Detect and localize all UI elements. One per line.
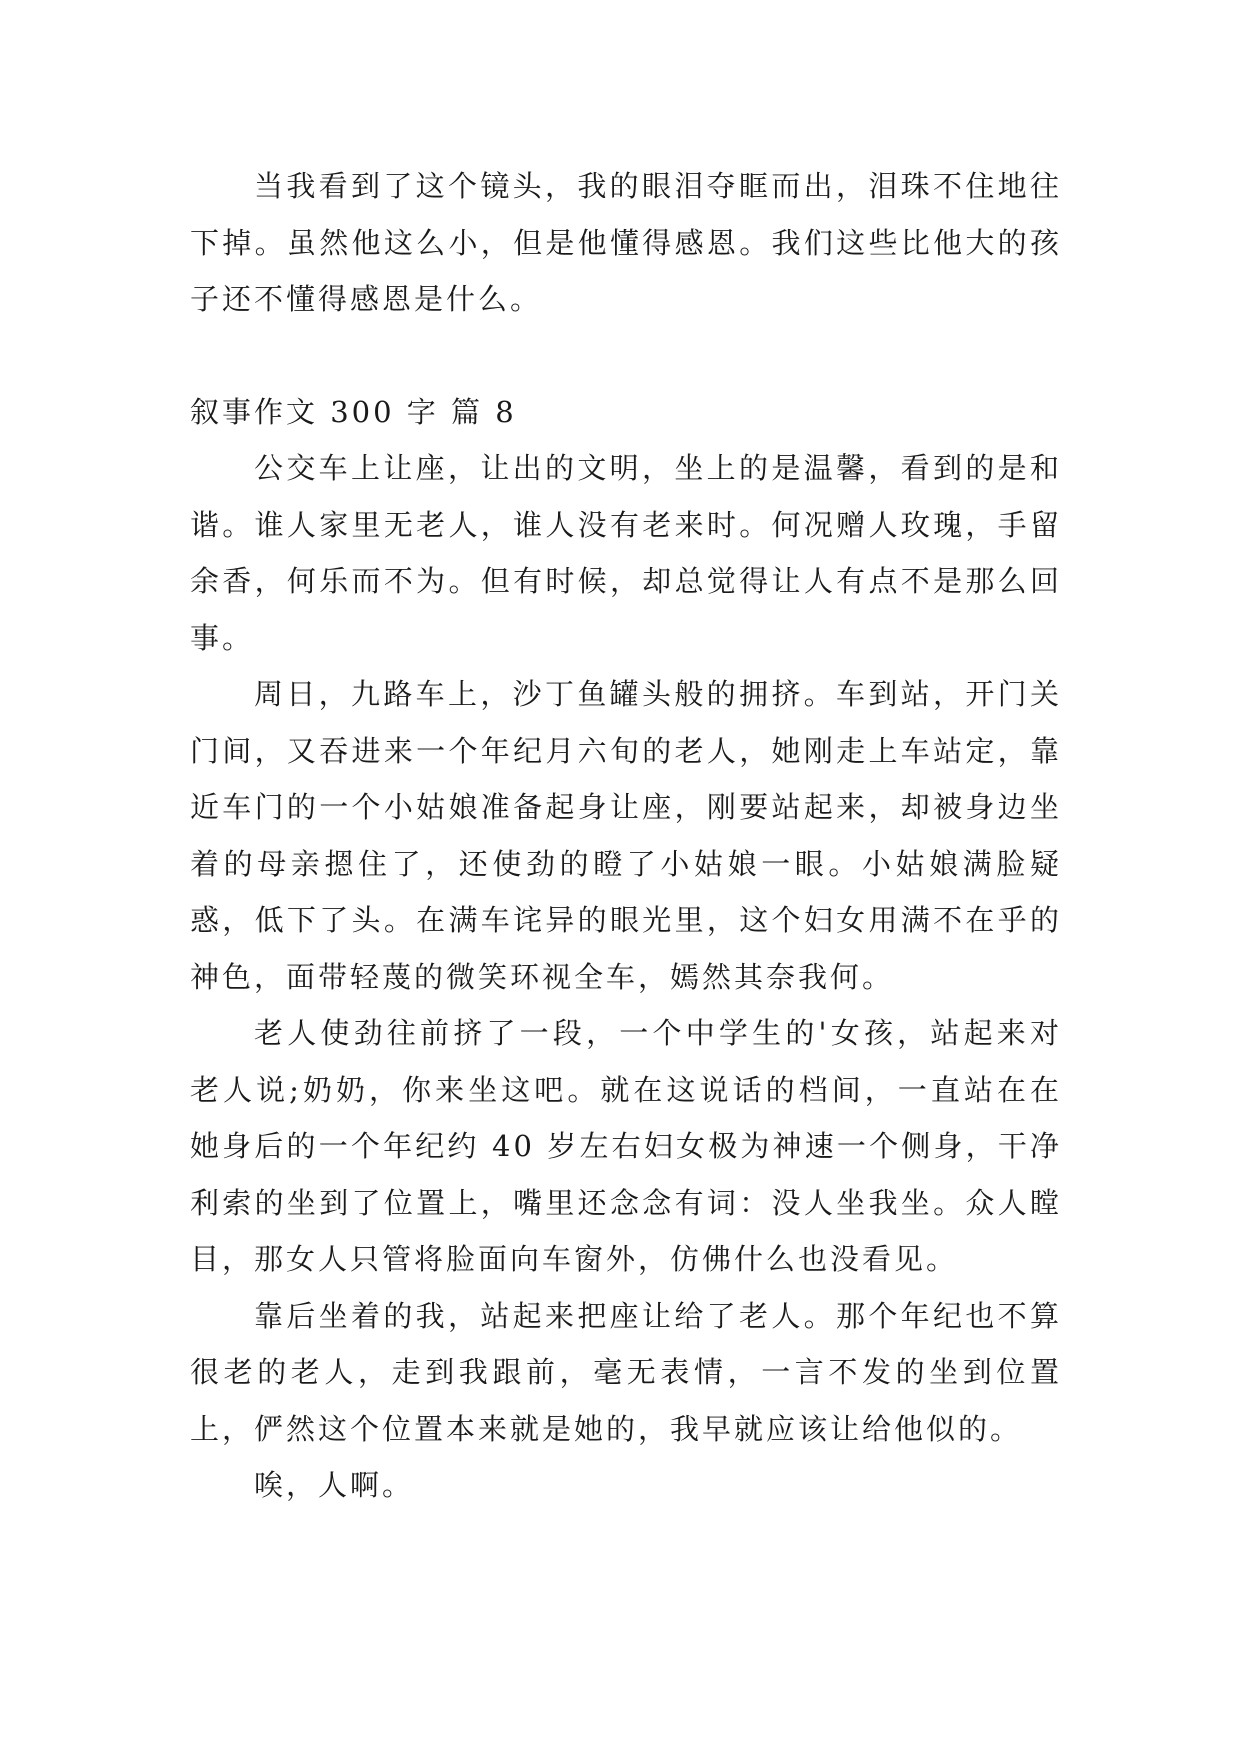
paragraph-2: 周日，九路车上，沙丁鱼罐头般的拥挤。车到站，开门关门间，又吞进来一个年纪月六旬的老人，她刚走上车站定，靠近车门的一个小姑娘准备起身让座，刚要站起来，却被身边坐着的母亲摁住了，还使劲的瞪了小姑娘一眼。小姑娘满脸疑惑，低下了头。在满车诧异的眼光里，这个妇女用满不在乎的神色，面带轻蔑的微笑环视全车，嫣然其奈我何。 <box>190 677 1062 994</box>
intro-paragraph: 当我看到了这个镜头，我的眼泪夺眶而出，泪珠不住地往下掉。虽然他这么小，但是他懂得感恩。我们这些比他大的孩子还不懂得感恩是什么。 <box>190 169 1062 316</box>
document-body <box>190 158 1062 1514</box>
paragraph-5: 唉，人啊。 <box>254 1468 415 1502</box>
section-heading: 叙事作文 300 字 篇 8 <box>190 394 517 429</box>
section-spacer <box>190 328 1062 384</box>
paragraph-4: 靠后坐着的我，站起来把座让给了老人。那个年纪也不算很老的老人，走到我跟前，毫无表情，一言不发的坐到位置上，俨然这个位置本来就是她的，我早就应该让给他似的。 <box>190 1298 1062 1446</box>
paragraph-1: 公交车上让座，让出的文明，坐上的是温馨，看到的是和谐。谁人家里无老人，谁人没有老来时。何况赠人玫瑰，手留余香，何乐而不为。但有时候，却总觉得让人有点不是那么回事。 <box>190 451 1062 655</box>
paragraph-3: 老人使劲往前挤了一段，一个中学生的'女孩，站起来对老人说;奶奶，你来坐这吧。就在这说话的档间，一直站在在她身后的一个年纪约 40 岁左右妇女极为神速一个侧身，干净利索的坐到了位置上，嘴里还念念有词：没人坐我坐。众人瞠目，那女人只管将脸面向车窗外，仿佛什么也没看见。 <box>190 1016 1062 1276</box>
